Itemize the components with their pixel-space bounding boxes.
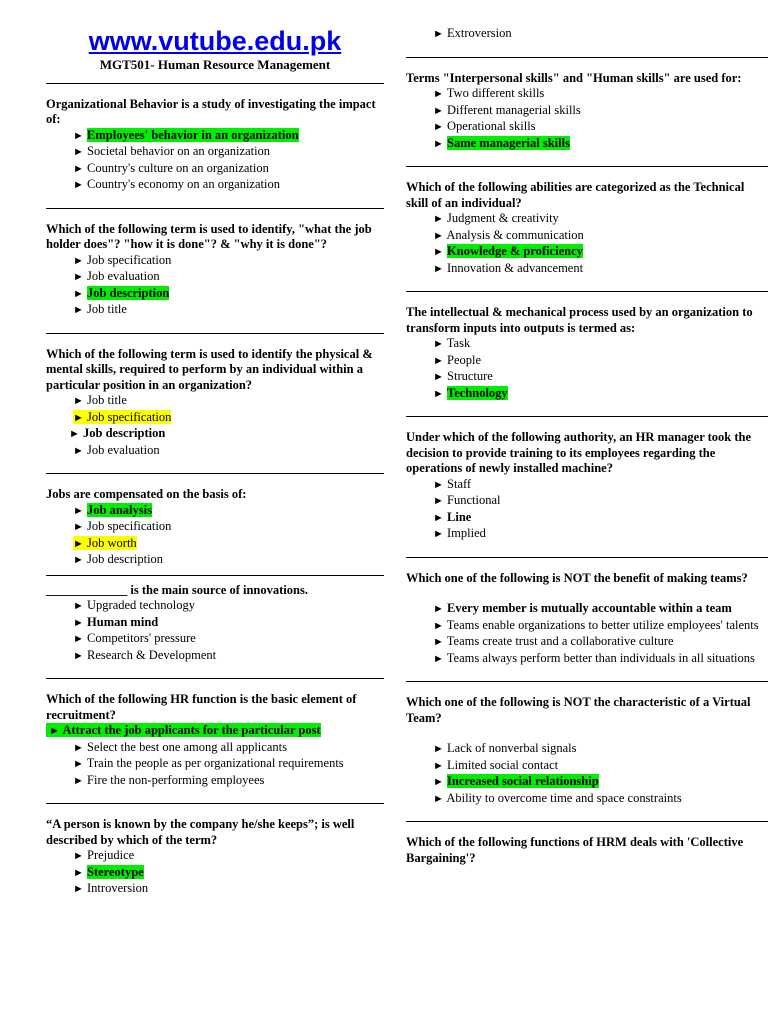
answer-option: ► Technology <box>433 385 508 400</box>
answer-option: ► Two different skills <box>433 86 545 100</box>
answer-option: ► Human mind <box>73 614 159 629</box>
answer-option: ► Lack of nonverbal signals <box>433 741 577 755</box>
divider <box>46 575 384 576</box>
answer-option: ► Operational skills <box>433 119 536 133</box>
question-text: Terms "Interpersonal skills" and "Human skills" are used for: <box>406 70 742 85</box>
divider <box>406 57 768 58</box>
answer-option: ► Job specification <box>73 252 172 267</box>
answer-option: ► Different managerial skills <box>433 102 581 117</box>
answer-option <box>46 410 384 427</box>
answer-option: ► Task <box>433 336 471 350</box>
answer-option: ► Teams always perform better than individuals in all situations <box>433 650 755 665</box>
divider <box>46 333 384 334</box>
divider <box>406 681 768 682</box>
correct-answer-highlight: Same managerial skills <box>447 135 570 150</box>
divider <box>46 678 384 679</box>
answer-option: ► Country's culture on an organization <box>73 160 269 175</box>
correct-answer-highlight: Employees' behavior in an organization <box>87 127 299 142</box>
question-block <box>406 571 768 668</box>
divider <box>406 416 768 417</box>
answer-highlight-yellow: ► Job worth <box>73 535 137 550</box>
answer-option: ► Fire the non-performing employees <box>73 772 265 787</box>
question-block <box>46 222 384 319</box>
question-block-continued <box>406 26 768 43</box>
question-text: Which one of the following is NOT the benefit of making teams? <box>406 570 748 585</box>
answer-option: ► Select the best one among all applicants <box>73 739 287 754</box>
right-column <box>406 0 768 866</box>
answer-option: ► Teams create trust and a collaborative culture <box>433 634 674 648</box>
answer-option: ► Job specification <box>73 519 172 533</box>
question-text: Which of the following term is used to identify, "what the job holder does"? "how it is done"? & "why it is done"? <box>46 221 372 251</box>
correct-answer-highlight: Increased social relationship <box>447 774 599 788</box>
course-title: MGT501- Human Resource Management <box>99 57 331 72</box>
divider <box>46 803 384 804</box>
answer-option <box>46 723 384 740</box>
correct-answer-highlight: Knowledge & proficiency <box>447 244 583 258</box>
question-text: Which of the following abilities are categorized as the Technical skill of an individual? <box>406 180 745 210</box>
question-block <box>46 583 384 665</box>
answer-option: ► Job description <box>69 426 166 440</box>
answer-option: ► Prejudice <box>73 848 135 862</box>
question-text: Under which of the following authority, an HR manager took the decision to provide training to its employees regarding the operations of newly installed machine? <box>406 430 752 475</box>
answer-option <box>46 536 384 553</box>
answer-option: ► Extroversion <box>433 26 512 40</box>
answer-option: ► Societal behavior on an organization <box>73 144 271 158</box>
answer-option: ► Functional <box>433 493 501 507</box>
answer-option: ► Job evaluation <box>73 442 160 457</box>
answer-option: ► Upgraded technology <box>73 598 195 612</box>
answer-option: ► Every member is mutually accountable within a team <box>433 601 732 615</box>
correct-answer-highlight: Technology <box>447 385 508 400</box>
answer-option: ► Job evaluation <box>73 269 160 283</box>
divider <box>46 208 384 209</box>
question-block <box>46 347 384 460</box>
answer-option: ► People <box>433 352 482 367</box>
correct-answer-highlight: Job description <box>87 285 170 300</box>
divider <box>406 166 768 167</box>
question-text: “A person is known by the company he/she keeps”; is well described by which of the term? <box>46 817 355 847</box>
answer-option: ► Ability to overcome time and space constraints <box>433 790 682 805</box>
question-text: Which of the following term is used to identify the physical & mental skills, required to perform by an individual within a particular position in an organization? <box>46 346 373 392</box>
answer-option: ► Job description <box>73 285 170 300</box>
answer-option: ► Job title <box>73 393 127 407</box>
answer-option: ► Country's economy on an organization <box>73 177 280 191</box>
answer-option: ► Competitors' pressure <box>73 631 196 645</box>
question-text: Which of the following HR function is the basic element of recruitment? <box>46 692 357 722</box>
answer-option: ► Increased social relationship <box>433 774 599 788</box>
answer-option: ► Knowledge & proficiency <box>433 244 583 258</box>
question-block <box>406 180 768 277</box>
answer-option: ► Staff <box>433 476 472 491</box>
answer-option: ► Structure <box>433 369 493 383</box>
divider <box>406 821 768 822</box>
answer-option: ► Judgment & creativity <box>433 211 559 225</box>
answer-highlight-yellow: ► Job specification <box>73 409 172 424</box>
divider <box>46 83 384 84</box>
question-text: Jobs are compensated on the basis of: <box>46 487 247 501</box>
question-text: The intellectual & mechanical process used by an organization to transform inputs into outputs is termed as: <box>406 305 753 335</box>
answer-option: ► Job description <box>73 552 164 566</box>
answer-option: ► Innovation & advancement <box>433 260 584 275</box>
answer-option: ► Implied <box>433 526 486 540</box>
site-link[interactable]: www.vutube.edu.pk <box>88 26 342 56</box>
question-block <box>406 695 768 807</box>
divider <box>46 473 384 474</box>
answer-option: ► Teams enable organizations to better utilize employees' talents <box>433 617 759 632</box>
divider <box>406 291 768 292</box>
question-text: Which of the following functions of HRM deals with 'Collective Bargaining'? <box>406 835 744 865</box>
question-block <box>406 71 768 153</box>
correct-answer-highlight: Stereotype <box>87 864 144 879</box>
page-header <box>46 26 384 73</box>
question-block <box>46 692 384 789</box>
question-block <box>406 305 768 402</box>
answer-option: ► Same managerial skills <box>433 135 570 150</box>
question-text: Organizational Behavior is a study of investigating the impact of: <box>46 96 376 126</box>
answer-option: ► Stereotype <box>73 864 144 879</box>
divider <box>406 557 768 558</box>
question-block <box>46 487 384 569</box>
left-column <box>46 0 384 898</box>
answer-option: ► Job title <box>73 302 127 316</box>
answer-option: ► Research & Development <box>73 647 217 662</box>
question-block <box>46 817 384 898</box>
answer-option: ► Line <box>433 509 472 524</box>
answer-option: ► Train the people as per organizational requirements <box>73 756 344 770</box>
correct-answer-highlight: ► Attract the job applicants for the particular post <box>46 723 321 737</box>
answer-option: ► Job analysis <box>73 502 152 517</box>
answer-option: ► Limited social contact <box>433 757 559 772</box>
answer-option: ► Analysis & communication <box>433 227 584 242</box>
question-block <box>46 97 384 194</box>
question-block <box>406 835 768 866</box>
question-text: _____________ is the main source of innovations. <box>46 582 308 597</box>
answer-option: ► Employees' behavior in an organization <box>73 127 299 142</box>
correct-answer-highlight: Job analysis <box>87 502 152 517</box>
question-block <box>406 430 768 543</box>
answer-option: ► Introversion <box>73 881 149 895</box>
question-text: Which one of the following is NOT the characteristic of a Virtual Team? <box>406 695 751 725</box>
